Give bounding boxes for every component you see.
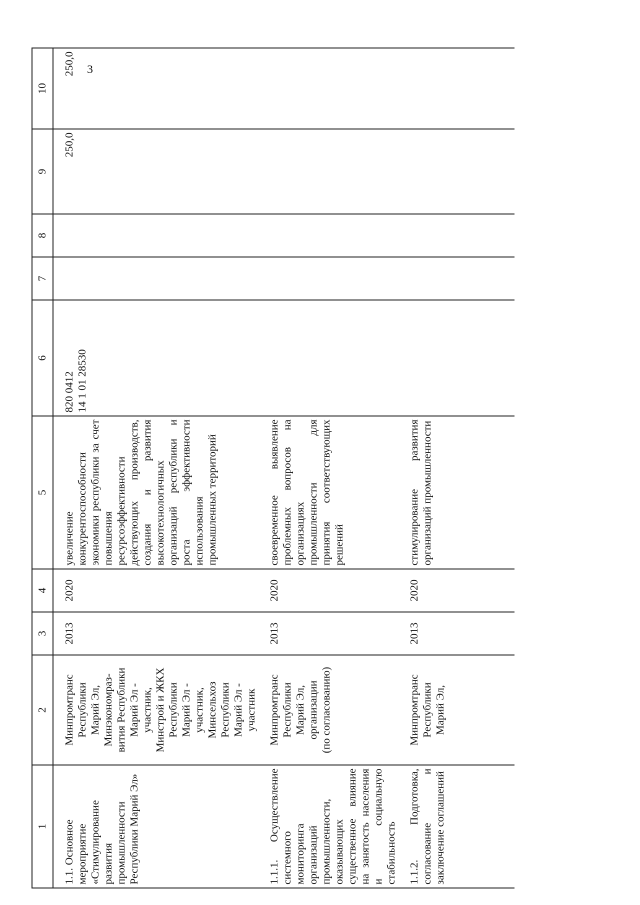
end-year: 2020	[53, 569, 259, 612]
col10-value: 250,0	[53, 48, 259, 129]
executor-line: участник,	[193, 687, 206, 733]
col8-cell	[399, 214, 515, 257]
executor-line: Минпромтранс	[408, 674, 421, 746]
activity-name: 1.1.1. Осуществление системного мониторинга организаций промышленности, оказывающих существенное влияние на занятость населения и социальную стабильность	[259, 765, 399, 888]
executor-line: Республики	[167, 682, 180, 738]
executor-line: участник	[245, 688, 258, 732]
executor-line: участник,	[141, 687, 154, 733]
executor-line: Минсельхоз	[206, 681, 219, 739]
column-header: 8	[32, 214, 53, 257]
column-header: 9	[32, 129, 53, 214]
activity-name: 1.1.2. Подготовка, согласование и заключение соглашений	[399, 765, 515, 888]
col10-value	[399, 48, 515, 129]
column-header: 1	[32, 765, 53, 888]
executor-line: Республики	[76, 682, 89, 738]
budget-code-line: 14 1 01 28530	[76, 349, 89, 413]
executor-line: Минпромтранс	[268, 674, 281, 746]
executor-line: Республики	[421, 682, 434, 738]
executor-line: Республики	[219, 682, 232, 738]
table-row	[399, 48, 515, 888]
table-row	[259, 48, 399, 888]
executor-cell	[53, 655, 259, 765]
executor-cell	[259, 655, 399, 765]
expected-result: своевременное выявление проблемных вопросов на организациях промышленности для принятия соответствующих решений	[259, 416, 399, 569]
budget-code	[399, 300, 515, 416]
col7-cell	[53, 257, 259, 300]
col9-value: 250,0	[53, 129, 259, 214]
column-header: 2	[32, 655, 53, 765]
header-row	[32, 48, 53, 888]
rotated-table-wrapper	[32, 49, 535, 889]
col10-value	[259, 48, 399, 129]
column-header: 7	[32, 257, 53, 300]
col8-cell	[259, 214, 399, 257]
end-year: 2020	[259, 569, 399, 612]
executor-line: Минэкономраз-	[102, 673, 115, 747]
budget-code	[53, 300, 259, 416]
column-header: 6	[32, 300, 53, 416]
column-header: 4	[32, 569, 53, 612]
start-year: 2013	[399, 612, 515, 655]
expected-result: увеличение конкурентоспособности экономики республики за счет повышения ресурсоэффективности действующих производств, создания и развития высокотехнологичных организаций республики и роста эффективности использования промышленных территорий	[53, 416, 259, 569]
col7-cell	[259, 257, 399, 300]
budget-code	[259, 300, 399, 416]
page-number: 3	[87, 62, 93, 76]
column-header: 5	[32, 416, 53, 569]
executor-cell	[399, 655, 515, 765]
executor-line: Марий Эл,	[434, 684, 447, 736]
executor-line: Марий Эл,	[294, 684, 307, 736]
executor-line: вития Республики	[115, 667, 128, 753]
executor-line: (по согласованию)	[320, 666, 333, 754]
program-table	[32, 48, 515, 889]
column-header: 10	[32, 48, 53, 129]
executor-line: Республики	[281, 682, 294, 738]
executor-line: Марий Эл -	[232, 683, 245, 737]
col7-cell	[399, 257, 515, 300]
column-header: 3	[32, 612, 53, 655]
executor-line: Минстрой и ЖКХ	[154, 667, 167, 753]
table-row	[53, 48, 259, 888]
executor-line: Марий Эл -	[180, 683, 193, 737]
executor-line: организации	[307, 680, 320, 740]
end-year: 2020	[399, 569, 515, 612]
expected-result: стимулирование развития организаций промышленности	[399, 416, 515, 569]
col9-value	[259, 129, 399, 214]
col8-cell	[53, 214, 259, 257]
col9-value	[399, 129, 515, 214]
executor-line: Минпромтранс	[63, 674, 76, 746]
executor-line: Марий Эл -	[128, 683, 141, 737]
executor-line: Марий Эл,	[89, 684, 102, 736]
activity-name: 1.1. Основное мероприятие «Стимулирование развития промышленности Республики Марий Эл»	[53, 765, 259, 888]
start-year: 2013	[259, 612, 399, 655]
budget-code-line: 820 0412	[63, 371, 76, 413]
start-year: 2013	[53, 612, 259, 655]
